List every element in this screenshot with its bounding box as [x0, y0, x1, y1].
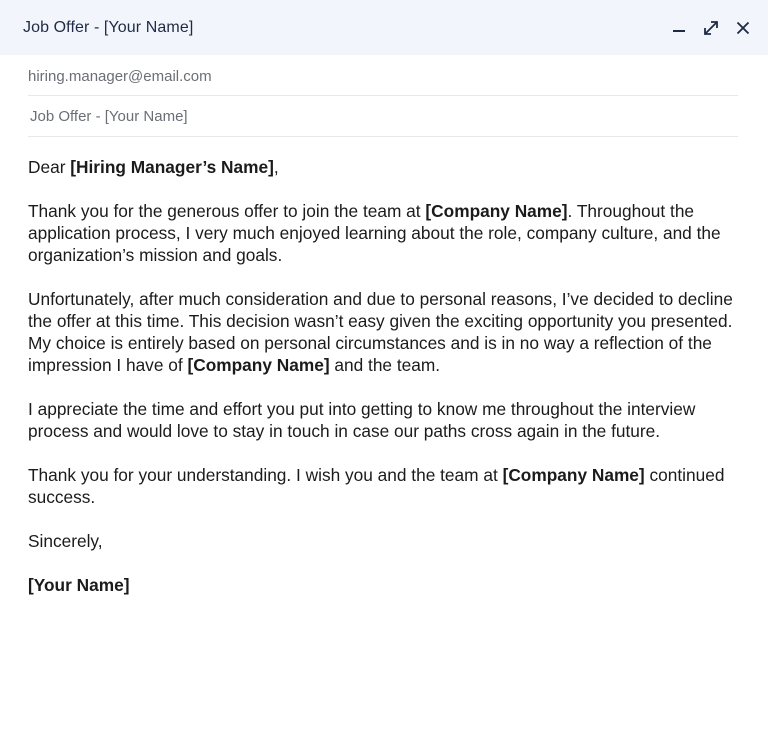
closing: Sincerely, — [28, 531, 103, 551]
signature — [28, 574, 738, 596]
greeting-prefix: Dear — [28, 157, 71, 177]
header-fields — [0, 55, 768, 137]
paragraph-3: I appreciate the time and effort you put into getting to know me throughout the interview process and would love to stay in touch in case our paths cross again in the future. — [28, 399, 696, 441]
paragraph-1-text-b: . Throughout the application process, I very much enjoyed learning about the role, company culture, and the organization’s mission and goals. — [28, 201, 721, 265]
paragraph-2 — [28, 288, 738, 376]
paragraph-1-text-a: Thank you for the generous offer to join the team at — [28, 201, 426, 221]
window-controls — [668, 17, 754, 39]
recipient-field[interactable]: hiring.manager@email.com — [28, 55, 738, 96]
paragraph-2-text-b: and the team. — [329, 355, 441, 375]
expand-icon — [702, 19, 720, 37]
paragraph-2-text-a: Unfortunately, after much consideration and due to personal reasons, I’ve decided to decline the offer at this time. This decision wasn’t easy given the exciting opportunity you presented. My choice is entirely based on personal circumstances and is in no way a reflection of the impression I have of — [28, 289, 733, 375]
message-body[interactable] — [0, 137, 768, 596]
paragraph-4 — [28, 464, 738, 508]
subject-field[interactable]: Job Offer - [Your Name] — [28, 96, 738, 137]
minimize-button[interactable] — [668, 17, 690, 39]
company-name: [Company Name] — [187, 355, 330, 375]
company-name: [Company Name] — [425, 201, 568, 221]
compose-titlebar — [0, 0, 768, 55]
company-name: [Company Name] — [502, 465, 645, 485]
signature-name: [Your Name] — [28, 575, 130, 595]
paragraph-1 — [28, 200, 738, 266]
paragraph-4-text-b: continued success. — [28, 465, 725, 507]
close-icon — [735, 20, 751, 36]
window-title: Job Offer - [Your Name] — [23, 18, 194, 36]
greeting-suffix: , — [273, 157, 279, 177]
greeting — [28, 156, 738, 178]
expand-button[interactable] — [700, 17, 722, 39]
paragraph-4-text-a: Thank you for your understanding. I wish you and the team at — [28, 465, 503, 485]
close-button[interactable] — [732, 17, 754, 39]
minimize-icon — [671, 20, 687, 36]
greeting-name: [Hiring Manager’s Name] — [70, 157, 274, 177]
